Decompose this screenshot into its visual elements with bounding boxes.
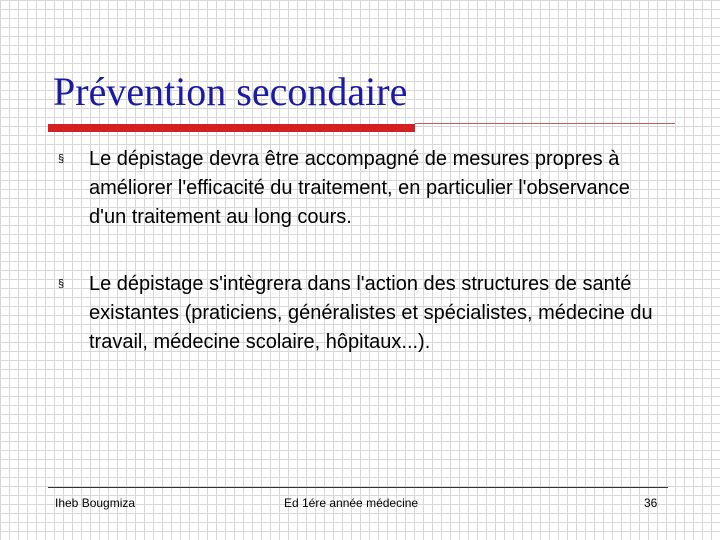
footer-course: Ed 1ére année médecine (284, 496, 419, 510)
bullet-marker-icon: § (58, 153, 65, 165)
title-accent-bar (48, 124, 415, 132)
footer-author: Iheb Bougmiza (55, 496, 136, 510)
bullet-item (58, 145, 658, 232)
bullet-item (58, 270, 658, 357)
slide-title: Prévention secondaire (53, 69, 408, 114)
bullet-marker-icon: § (58, 278, 65, 290)
bullet-text: Le dépistage devra être accompagné de mesures propres à améliorer l'efficacité du traitement, en particulier l'observance d'un traitement au long cours. (89, 148, 630, 228)
footer-divider (48, 487, 668, 488)
footer-page-number: 36 (644, 496, 658, 510)
bullet-text: Le dépistage s'intègrera dans l'action des structures de santé existantes (praticiens, généralistes et spécialistes, médecine du travail, médecine scolaire, hôpitaux...). (89, 273, 653, 353)
title-underline (415, 123, 675, 124)
